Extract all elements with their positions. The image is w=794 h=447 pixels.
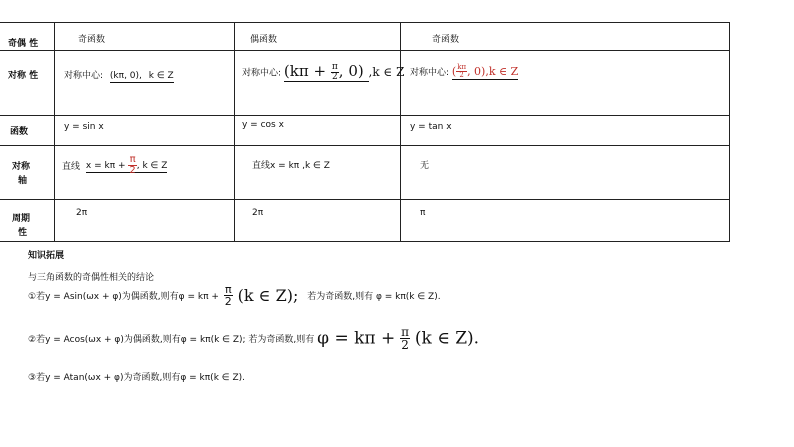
center-sin-value: (kπ, 0) [109, 71, 140, 81]
parity-tan: 奇函数 [432, 35, 460, 45]
row-axis-label: 对称 轴 [12, 162, 31, 186]
period-tan: π [420, 208, 426, 218]
center-sin [64, 68, 174, 81]
axis-cos: 直线x = kπ ,k ∈ Z [252, 161, 330, 171]
axis-tan: 无 [420, 161, 430, 171]
extension-item-1: ①若y = Asin(ωx + φ)为偶函数,则有φ = kπ + $\frac{\pi}{2}$ (k ∈ Z); 若为奇函数,则有 φ = kπ(k ∈ Z). [28, 283, 441, 308]
row-period-label: 周期 性 [12, 214, 31, 238]
row-parity-label: 奇偶 性 [8, 39, 39, 49]
center-tan: 对称中心: ( $\frac{k\pi}{2}$ , 0),k ∈ Z [410, 63, 519, 79]
period-cos: 2π [252, 208, 264, 218]
period-sin: 2π [76, 208, 88, 218]
row-center-label: 对称 性 [8, 71, 39, 81]
center-tan-formula: ( $\frac{k\pi}{2}$ , 0),k ∈ Z [451, 63, 519, 79]
function-tan: y = tan x [410, 122, 452, 132]
extension-intro: 与三角函数的奇偶性相关的结论 [28, 273, 155, 283]
function-sin: y = sin x [64, 122, 104, 132]
function-cos: y = cos x [242, 120, 284, 130]
axis-sin-formula: x = kπ + $\frac{\pi}{2}$ , k ∈ Z [85, 154, 168, 176]
extension-title: 知识拓展 [28, 251, 65, 261]
axis-sin [62, 155, 167, 176]
center-sin-k: k ∈ Z [148, 71, 174, 81]
parity-sin: 奇函数 [78, 35, 106, 45]
center-cos: 对称中心: (kπ + $\frac{\pi}{2}$ , 0) ,k ∈ Z [242, 61, 405, 82]
center-prefix: 对称中心: [64, 71, 104, 81]
extension-item-3: ③若y = Atan(ωx + φ)为奇函数,则有φ = kπ(k ∈ Z). [28, 373, 246, 383]
extension-item-2: ②若y = Acos(ωx + φ)为偶函数,则有φ = kπ(k ∈ Z); 若为奇函数,则有 φ = kπ + $\frac{\pi}{2}$ (k ∈ Z). [28, 325, 480, 352]
row-function-label: 函数 [10, 127, 29, 137]
parity-cos: 偶函数 [250, 35, 278, 45]
axis-prefix: 直线 [62, 162, 81, 172]
center-sin-value-blank: (kπ, 0), k ∈ Z [109, 71, 174, 81]
center-cos-formula: (kπ + $\frac{\pi}{2}$ , 0) [284, 62, 369, 82]
